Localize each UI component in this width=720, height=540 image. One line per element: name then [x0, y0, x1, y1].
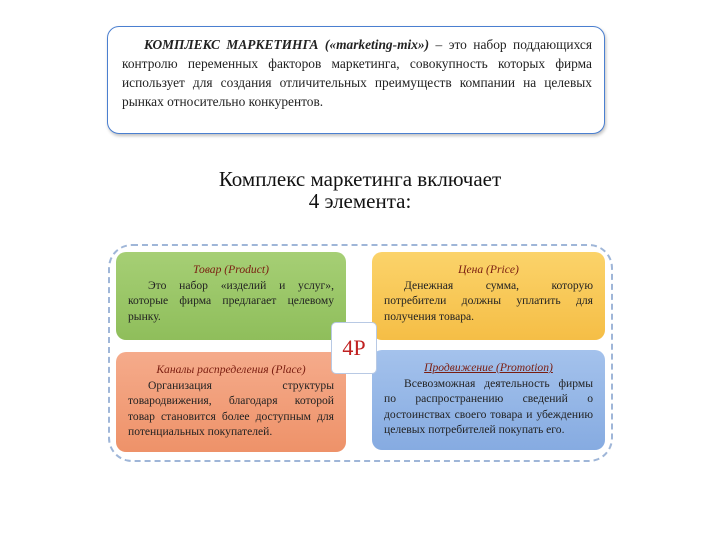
- product-title: Товар (Product): [193, 263, 269, 276]
- place-card: [116, 352, 346, 452]
- heading-line-2: 4 элемента:: [308, 189, 412, 213]
- price-title: Цена (Price): [458, 263, 519, 276]
- product-card: [116, 252, 346, 340]
- center-4p-label: 4P: [331, 322, 377, 374]
- heading-line-1: Комплекс маркетинга включает: [218, 167, 502, 191]
- promotion-text: Всевозможная деятельность фирмы по распространению сведений о достоинствах своего товара и убеждению целевых потребителей покупать его.: [384, 376, 593, 436]
- place-text: Организация структуры товародвижения, благодаря которой товар становится более доступным для потенциальных покупателей.: [128, 378, 334, 438]
- promotion-card: [372, 350, 605, 450]
- price-card: [372, 252, 605, 340]
- price-text: Денежная сумма, которую потребители должны уплатить для получения товара.: [384, 278, 593, 323]
- section-heading: [150, 168, 570, 212]
- product-text: Это набор «изделий и услуг», которые фирма предлагает целевому рынку.: [128, 278, 334, 323]
- definition-box: [107, 26, 605, 134]
- definition-text: [122, 35, 592, 111]
- promotion-title: Продвижение (Promotion): [424, 361, 553, 374]
- place-title: Каналы распределения (Place): [156, 363, 306, 376]
- definition-body: – это набор поддающихся контролю переменных факторов маркетинга, совокупность которых фирма использует для создания отличительных преимуществ компании на целевых рынках относительно конкурентов.: [122, 37, 592, 109]
- definition-term: КОМПЛЕКС МАРКЕТИНГА («marketing-mix»): [144, 37, 430, 52]
